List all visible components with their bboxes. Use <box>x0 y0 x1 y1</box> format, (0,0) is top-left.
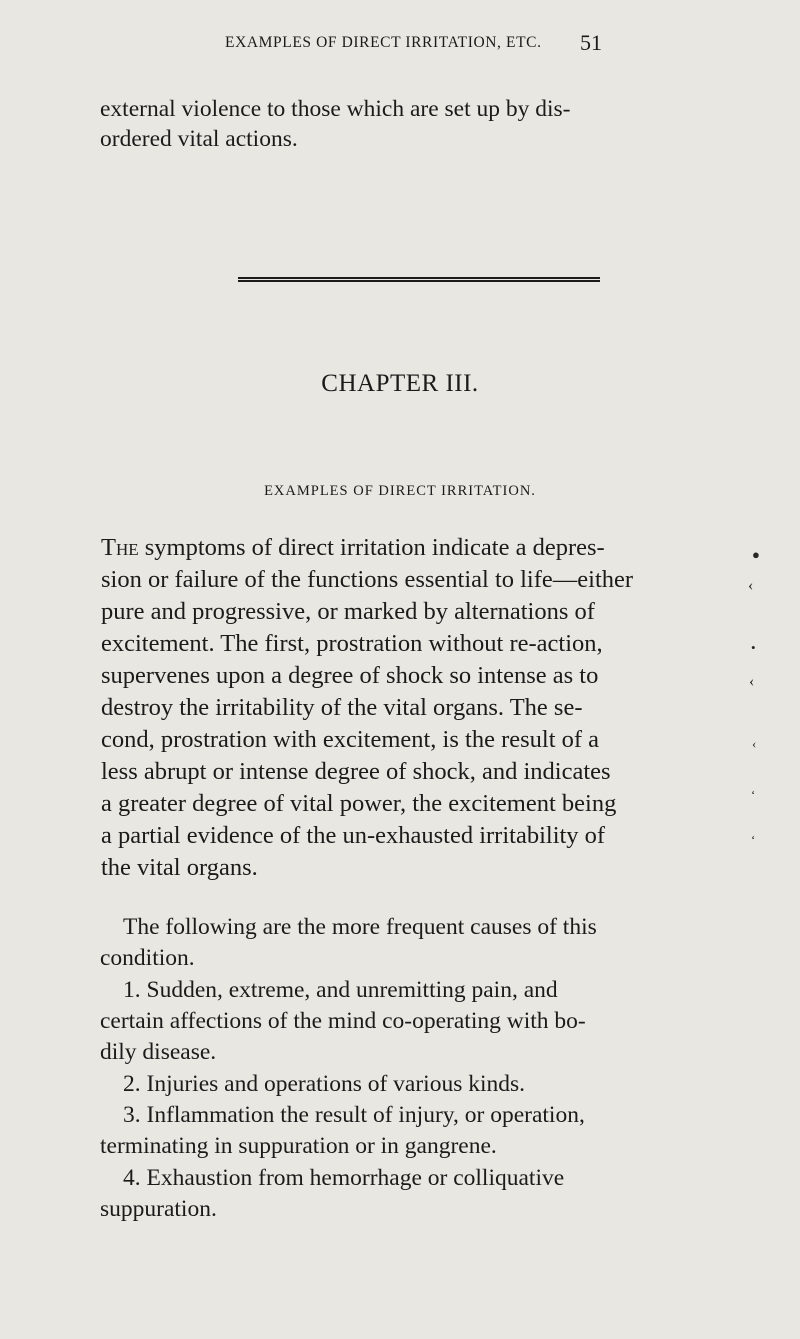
cause-1-line-1: 1. Sudden, extreme, and unremitting pain, and <box>123 977 558 1003</box>
margin-mark: ‹ <box>748 577 754 594</box>
paragraph-1-line-4: excitement. The first, prostration without re-action, <box>101 630 603 657</box>
paragraph-1-line-1-text: symptoms of direct irritation indicate a depres- <box>138 534 605 561</box>
paragraph-1-line-3: pure and progressive, or marked by alternations of <box>101 598 595 625</box>
cause-4-line-2: suppuration. <box>100 1196 217 1222</box>
margin-mark: ● <box>752 547 760 562</box>
paragraph-1-lead-word: The <box>101 534 139 561</box>
paragraph-1-line-7: cond, prostration with excitement, is the result of a <box>101 726 600 753</box>
paragraph-1-line-2: sion or failure of the functions essential to life—either <box>101 566 634 593</box>
chapter-title: CHAPTER III. <box>321 370 479 397</box>
paragraph-1-line-10: a partial evidence of the un-exhausted irritability of <box>101 822 606 849</box>
margin-mark: • <box>751 640 756 655</box>
running-head: EXAMPLES OF DIRECT IRRITATION, ETC. <box>225 34 542 51</box>
margin-mark: ‹ <box>752 736 757 751</box>
page-number: 51 <box>580 30 602 55</box>
chapter-subtitle: EXAMPLES OF DIRECT IRRITATION. <box>264 483 536 499</box>
paragraph-2-line-2: condition. <box>100 945 195 971</box>
chapter-divider-rule <box>238 277 600 282</box>
margin-mark: ‘ <box>751 832 756 847</box>
paragraph-1-line-6: destroy the irritability of the vital organs. The se- <box>101 694 583 721</box>
paragraph-1-line-5: supervenes upon a degree of shock so intense as to <box>101 662 599 689</box>
cause-2-line-1: 2. Injuries and operations of various kinds. <box>123 1071 526 1097</box>
margin-mark: ‘ <box>751 787 756 802</box>
paragraph-1-line-1 <box>101 536 605 561</box>
carryover-line-1: external violence to those which are set up by dis- <box>100 96 571 122</box>
paragraph-1-line-11: the vital organs. <box>101 854 258 881</box>
carryover-line-2: ordered vital actions. <box>100 126 298 152</box>
cause-3-line-2: terminating in suppuration or in gangrene. <box>100 1133 497 1159</box>
paragraph-1-line-8: less abrupt or intense degree of shock, and indicates <box>101 758 611 785</box>
cause-1-line-2: certain affections of the mind co-operating with bo- <box>100 1008 586 1034</box>
cause-1-line-3: dily disease. <box>100 1039 217 1065</box>
cause-4-line-1: 4. Exhaustion from hemorrhage or colliquative <box>123 1165 565 1191</box>
cause-3-line-1: 3. Inflammation the result of injury, or operation, <box>123 1102 585 1128</box>
paragraph-1-line-9: a greater degree of vital power, the excitement being <box>101 790 617 817</box>
margin-mark: ‹ <box>749 673 755 690</box>
paragraph-2-line-1: The following are the more frequent causes of this <box>123 914 597 940</box>
